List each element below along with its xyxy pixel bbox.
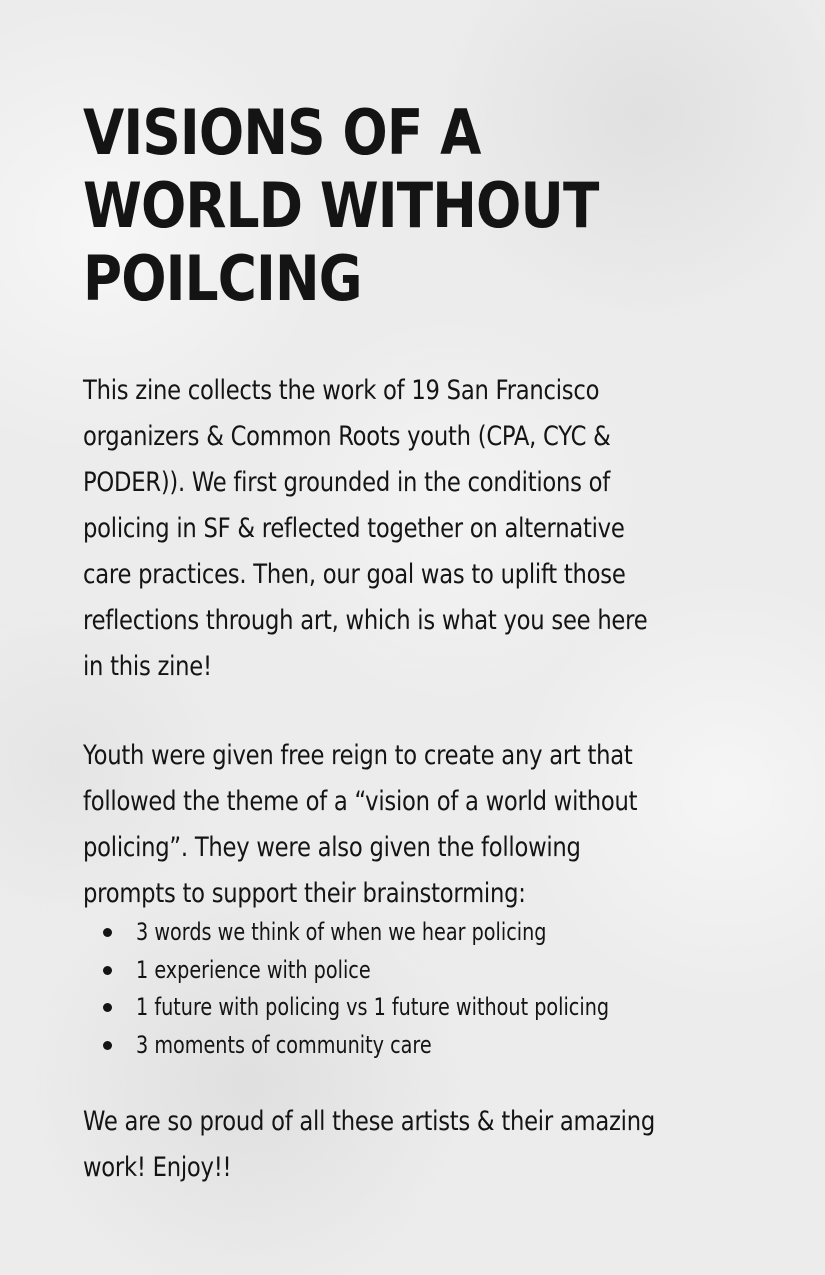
intro-line: care practices. Then, our goal was to uplift those [83,559,626,590]
prompt-text: 3 moments of community care [136,1030,432,1059]
bullet-icon [103,1041,112,1050]
closing-paragraph [83,1099,825,1191]
theme-line: prompts to support their brainstorming: [83,878,526,909]
theme-line: policing”. They were also given the following [83,832,581,863]
closing-line: We are so proud of all these artists & their amazing [83,1106,655,1137]
intro-paragraph [83,368,825,690]
closing-line: work! Enjoy!! [83,1152,232,1183]
bullet-icon [103,928,112,937]
title-line: VISIONS OF A [83,96,481,169]
bullet-icon [103,966,112,975]
list-item [103,1027,727,1065]
title-line: POILCING [83,242,362,315]
list-item [103,914,727,952]
intro-line: This zine collects the work of 19 San Francisco [83,375,600,406]
prompt-text: 1 future with policing vs 1 future without policing [136,993,610,1021]
theme-line: Youth were given free reign to create any art that [83,740,633,771]
prompts-list [103,914,727,1064]
prompt-text: 3 words we think of when we hear policing [136,918,547,946]
list-item [103,952,727,990]
prompt-text: 1 experience with police [136,955,371,984]
intro-line: reflections through art, which is what you see here [83,605,648,636]
intro-line: policing in SF & reflected together on alternative [83,513,625,544]
zine-page [83,96,773,1183]
page-title [83,96,643,315]
intro-line: organizers & Common Roots youth (CPA, CYC & [83,421,611,452]
list-item [103,989,727,1027]
intro-line: in this zine! [83,651,212,682]
theme-line: followed the theme of a “vision of a world without [83,786,638,817]
bullet-icon [103,1003,112,1012]
title-line: WORLD WITHOUT [83,169,599,242]
theme-paragraph [83,733,825,917]
intro-line: PODER)). We first grounded in the conditions of [83,467,611,498]
